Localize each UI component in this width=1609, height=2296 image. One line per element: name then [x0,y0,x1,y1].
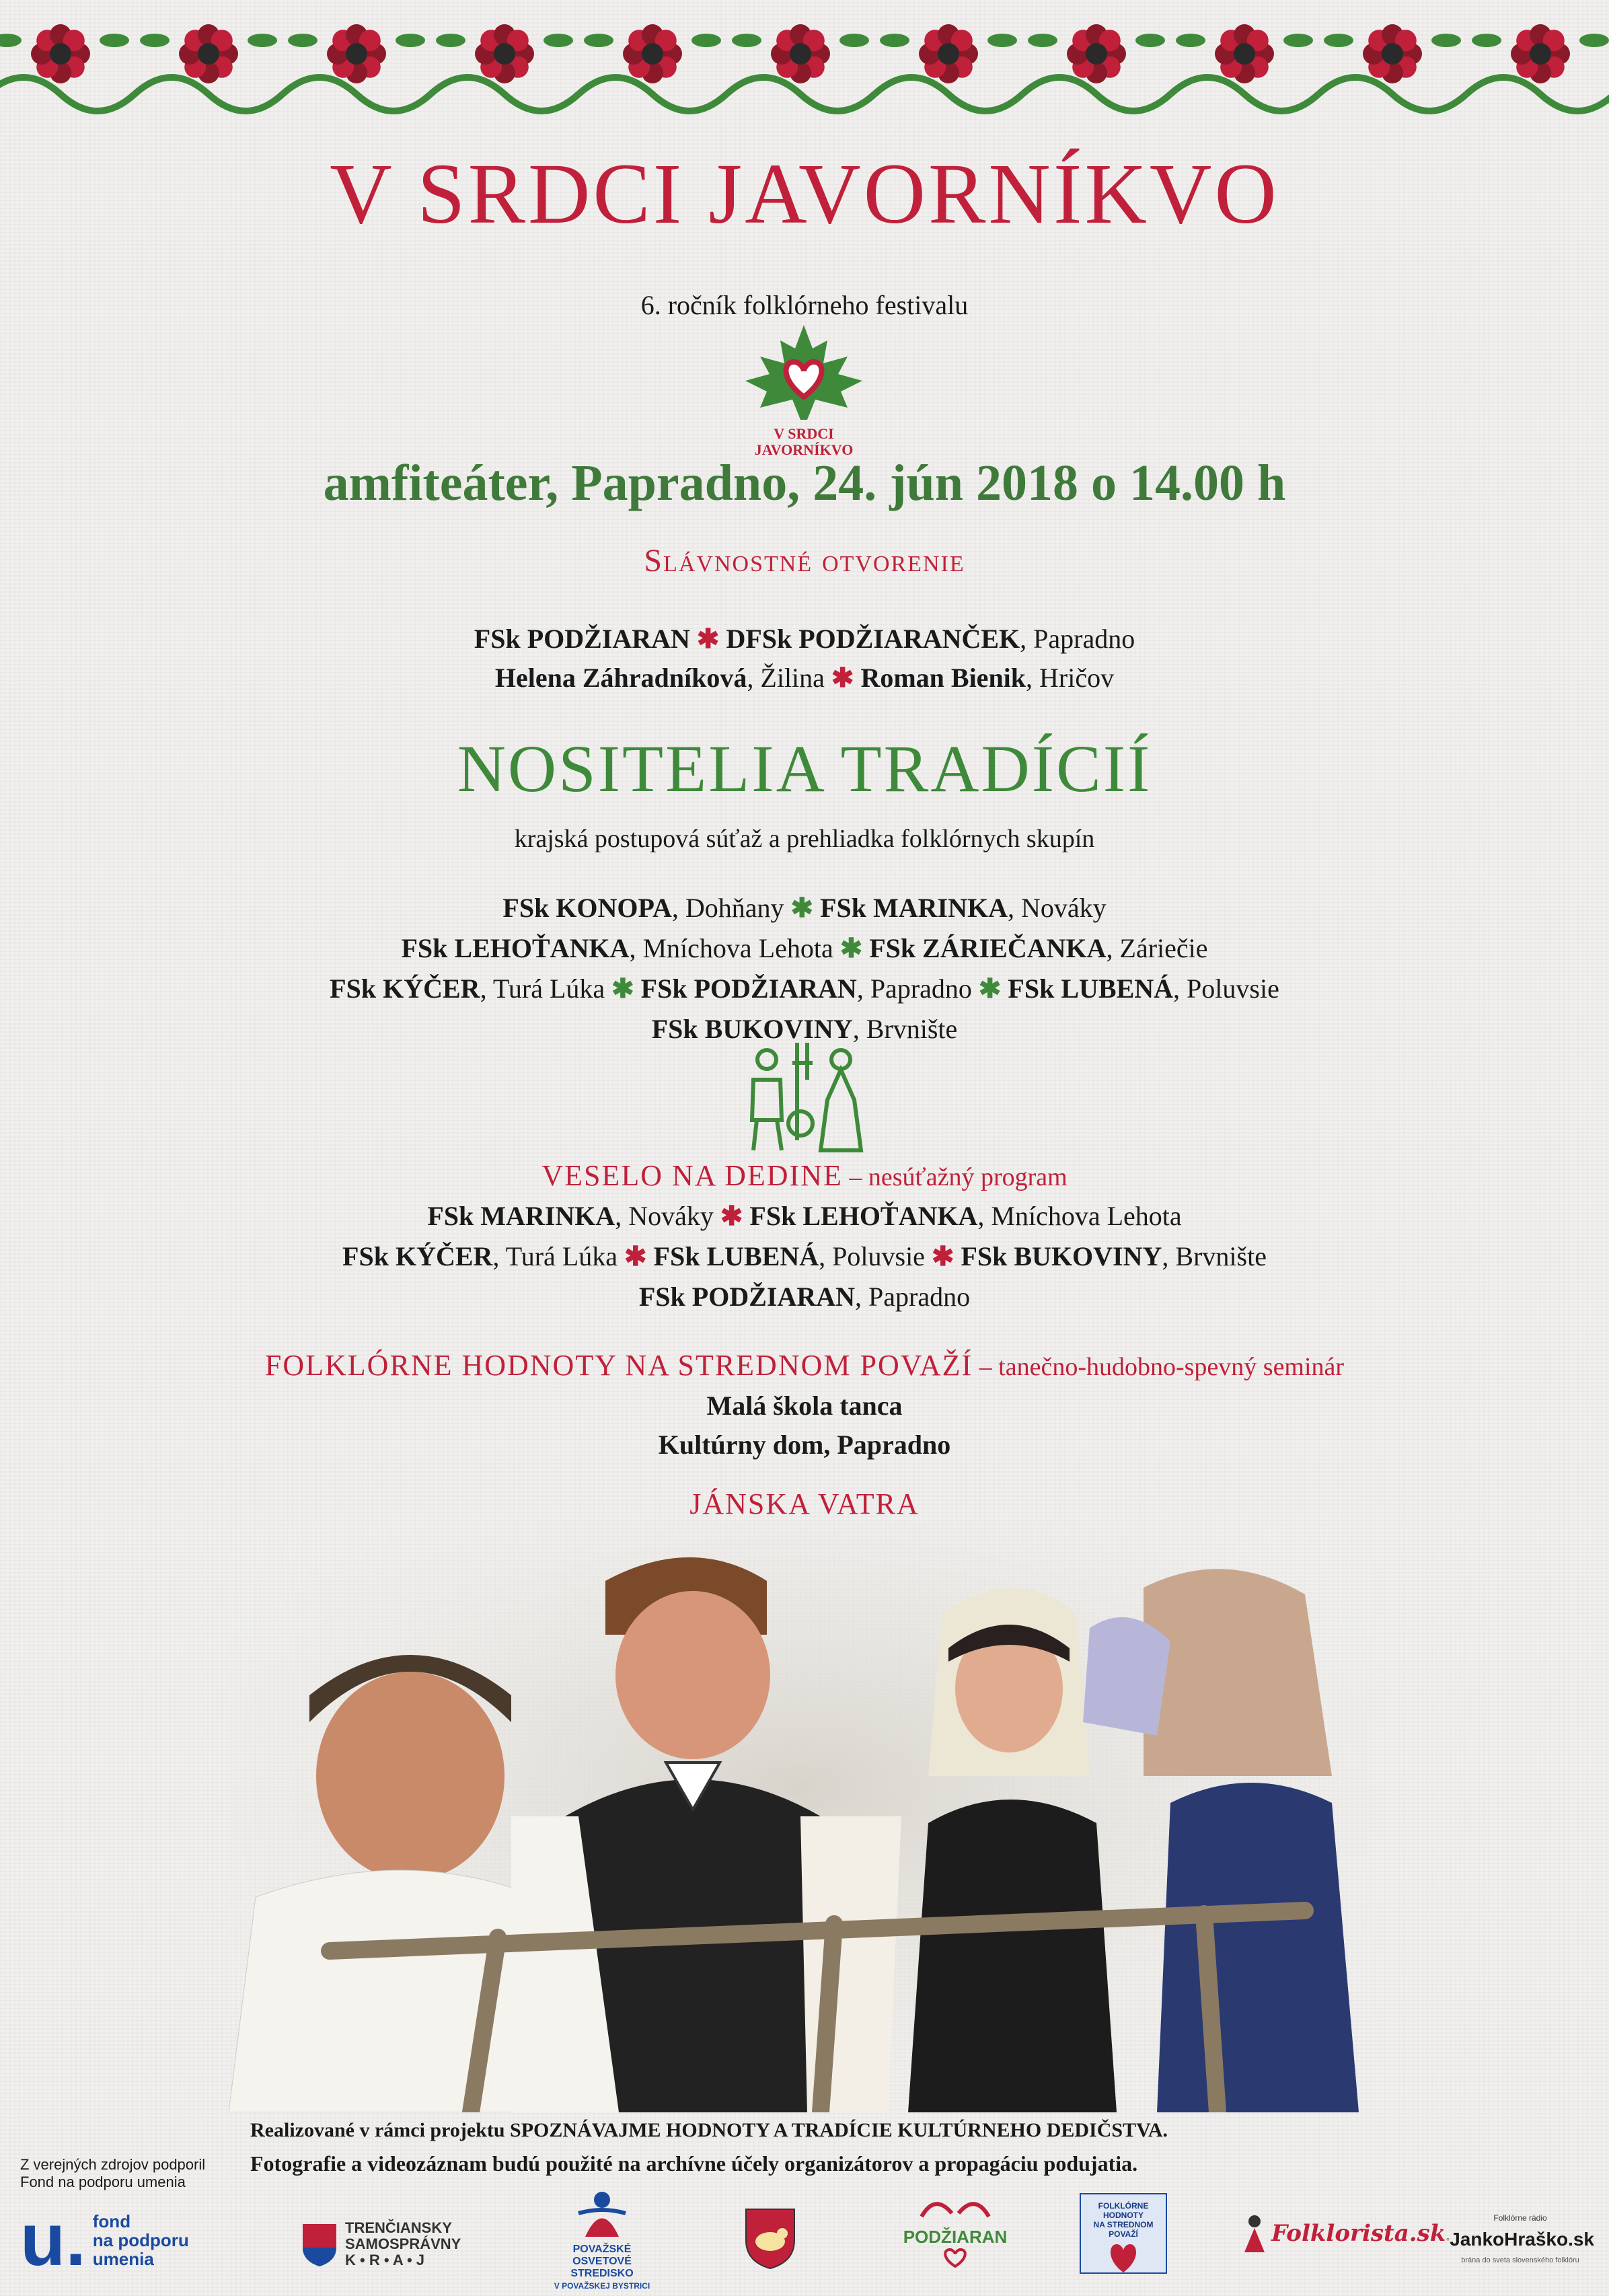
seminar-heading: FOLKLÓRNE HODNOTY NA STREDNOM POVAŽÍ [264,1349,973,1382]
star-icon: ✱ [978,973,1002,1004]
performer-name: DFSk PODŽIARANČEK [726,624,1020,654]
tsk-crest-icon [299,2221,340,2268]
seminar-note: – tanečno-hudobno-spevný seminár [973,1353,1345,1381]
support-text [20,2156,205,2191]
performer-name: FSk PODŽIARAN [474,624,690,654]
ensemble-location: , Poluvsie [819,1241,925,1271]
tsk-line: K • R • A • J [345,2252,425,2268]
fpu-logo [20,2198,189,2281]
ensemble-location: , Papradno [855,1282,971,1312]
support-line2: Fond na podporu umenia [20,2174,186,2190]
ensemble-location: , Mníchova Lehota [977,1201,1182,1231]
ensemble-location: , Nováky [1007,893,1107,923]
embroidery-border [0,0,1609,135]
flower-motif [0,24,135,111]
festival-title: V SRDCI JAVORNÍKVO [330,146,1279,242]
podziaran-birds-icon [915,2190,996,2223]
veselo-note: – nesúťažný program [842,1163,1068,1191]
tsk-line: SAMOSPRÁVNY [345,2235,461,2252]
support-line1: Z verejných zdrojov podporil [20,2156,206,2173]
flower-motif [1466,24,1609,111]
opening-line1: FSk PODŽIARAN ✱ DFSk PODŽIARANČEK, Papradno [474,624,1135,654]
ensemble-name: FSk LEHOŤANKA [401,933,630,963]
festival-logo [740,322,868,456]
ensemble-row [0,1196,1609,1236]
ensemble-row [0,1277,1609,1317]
ensemble-row [0,928,1609,969]
performer-name: Roman Bienik [860,663,1026,693]
janko-sub: brána do sveta slovenského folklóru [1461,2256,1579,2264]
pos-logo [552,2186,652,2292]
ensemble-location: , Brvnište [1162,1241,1267,1271]
ensemble-location: , Turá Lúka [492,1241,618,1271]
maple-leaf-heart-icon [740,322,868,422]
ensemble-name: FSk BUKOVINY [651,1014,853,1044]
flower-motif [1022,24,1170,111]
ensemble-location: , Poluvsie [1173,973,1279,1004]
ensemble-name: FSk BUKOVINY [961,1241,1162,1271]
competition-subheading: krajská postupová súťaž a prehliadka folklórnych skupín [514,825,1095,853]
ensemble-row [0,969,1609,1009]
dancers-icon [733,1039,874,1154]
flower-motif [1170,24,1318,111]
ensemble-location: , Záriečie [1106,933,1208,963]
ensemble-location: , Nováky [615,1201,714,1231]
pos-figure-icon [572,2186,632,2240]
ensemble-row [0,1236,1609,1277]
folk-performers-photo [229,1520,1372,2112]
ensemble-name: FSk KÝČER [342,1241,493,1271]
star-icon: ✱ [611,973,634,1004]
fh-line: NA STREDNOM POVAŽÍ [1093,2220,1154,2239]
ensemble-name: FSk PODŽIARAN [638,1282,856,1312]
star-icon: ✱ [831,663,854,693]
pos-line: V POVAŽSKEJ BYSTRICI [554,2281,650,2291]
ensemble-name: FSk KONOPA [502,893,672,923]
ensemble-name: FSk LEHOŤANKA [749,1201,978,1231]
ensemble-location: , Dohňany [671,893,784,923]
flower-motif [578,24,726,111]
competition-heading: NOSITELIA TRADÍCIÍ [457,731,1152,806]
competition-list [0,888,1609,1049]
logo-line1: V SRDCI [774,425,834,442]
ensemble-name: FSk LUBENÁ [653,1241,819,1271]
ensemble-name: FSk PODŽIARAN [640,973,857,1004]
fh-line: FOLKLÓRNE HODNOTY [1098,2201,1149,2220]
ensemble-location: , Mníchova Lehota [629,933,833,963]
flower-motif [874,24,1022,111]
folklorne-hodnoty-logo [1080,2193,1167,2274]
performer-name: Helena Záhradníková [494,663,747,693]
ensemble-row [0,888,1609,928]
jankohrasko-logo [1446,2213,1594,2264]
ensemble-location: , Turá Lúka [480,973,605,1004]
ensemble-location: , Papradno [856,973,972,1004]
folklorista-text: Folklorista.sk [1271,2220,1446,2247]
ensemble-name: FSk MARINKA [427,1201,615,1231]
seminar-line1: Malá škola tanca [706,1391,903,1421]
ensemble-name: FSk ZÁRIEČANKA [869,933,1107,963]
podziaran-text: PODŽIARAN [903,2227,1008,2247]
ensemble-name: FSk LUBENÁ [1008,973,1174,1004]
flower-motif [283,24,431,111]
festival-subtitle: 6. ročník folklórneho festivalu [640,290,969,320]
flower-motif [431,24,578,111]
flower-motif [135,24,283,111]
ensemble-name: FSk KÝČER [330,973,480,1004]
veselo-heading: VESELO NA DEDINE [541,1159,843,1192]
folklorista-dancer-icon [1238,2213,1271,2254]
podziaran-logo [898,2190,1012,2271]
pos-line: STREDISKO [570,2268,634,2279]
fpu-line: umenia [92,2249,154,2269]
tsk-line: TRENČIANSKY [345,2219,452,2236]
opening-heading: Slávnostné otvorenie [644,543,965,579]
veselo-list [0,1196,1609,1317]
janko-text: JankoHraško.sk [1450,2229,1594,2250]
logo-line2: JAVORNÍKVO [754,441,854,458]
star-icon: ✱ [624,1241,647,1271]
fpu-line: fond [92,2211,131,2231]
star-icon: ✱ [720,1201,743,1231]
fpu-u-icon: u. [20,2198,86,2281]
heart-icon [1103,2239,1144,2276]
seminar-line2: Kultúrny dom, Papradno [658,1430,951,1460]
heart-icon [938,2248,972,2268]
star-icon: ✱ [839,933,863,963]
opening-line2: Helena Záhradníková, Žilina ✱ Roman Bienik, Hričov [494,663,1115,693]
veselo-heading-line [0,1157,1609,1201]
papradno-crest-icon [743,2207,797,2270]
archive-note: Fotografie a videozáznam budú použité na archívne účely organizátorov a propagáciu podujatia. [250,2151,1138,2176]
project-note: Realizované v rámci projektu SPOZNÁVAJME HODNOTY A TRADÍCIE KULTÚRNEHO DEDIČSTVA. [250,2119,1168,2141]
star-icon: ✱ [790,893,814,923]
flower-motif [726,24,874,111]
pos-line: OSVETOVÉ [572,2256,632,2267]
ensemble-name: FSk MARINKA [820,893,1008,923]
flower-motif [1318,24,1466,111]
star-icon: ✱ [696,624,720,654]
tsk-logo [299,2220,461,2268]
janko-top: Folklórne rádio [1493,2213,1547,2223]
fpu-line: na podporu [92,2230,189,2250]
event-date-location: amfiteáter, Papradno, 24. jún 2018 o 14.00 h [323,455,1286,511]
ensemble-location: , Brvnište [852,1014,958,1044]
star-icon: ✱ [931,1241,955,1271]
jan-heading: JÁNSKA VATRA [689,1487,920,1520]
pos-line: POVAŽSKÉ [572,2244,632,2255]
folklorista-logo [1238,2213,1446,2254]
